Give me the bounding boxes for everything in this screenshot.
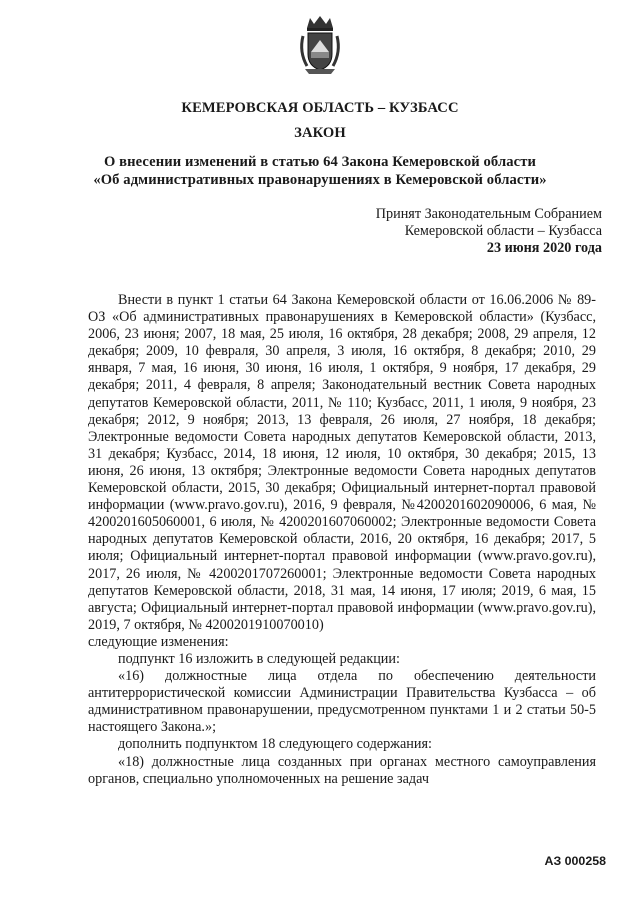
coat-of-arms-icon [297, 14, 343, 76]
law-body [88, 292, 596, 788]
document-serial-code: АЗ 000258 [544, 854, 606, 868]
body-paragraph-3: «16) должностные лица отдела по обеспечению деятельности антитеррористической комиссии Администрации Правительства Кузбасса – об административном правонарушении, предусмотренном пунктами 1 и 2 статьи 50-5 настоящего Закона.»; [88, 668, 596, 736]
law-title-line-2: «Об административных правонарушениях в Кемеровской области» [93, 172, 547, 188]
body-paragraph-1: Внести в пункт 1 статьи 64 Закона Кемеровской области от 16.06.2006 № 89-ОЗ «Об административных правонарушениях в Кемеровской области» (Кузбасс, 2006, 23 июня; 2007, 18 мая, 25 июля, 16 октября, 28 декабря; 2008, 29 апреля, 12 декабря; 2009, 10 февраля, 30 апреля, 3 июля, 16 октября, 8 декабря; 2010, 29 января, 7 мая, 16 июня, 30 июня, 16 июля, 1 октября, 9 ноября, 17 декабря, 29 декабря; 2011, 4 февраля, 8 апреля; Законодательный вестник Совета народных депутатов Кемеровской области, 2011, № 110; Кузбасс, 2011, 1 июля, 9 ноября, 23 декабря; 2012, 9 ноября; 2013, 13 февраля, 26 июля, 27 ноября, 18 декабря; Электронные ведомости Совета народных депутатов Кемеровской области, 2013, 31 декабря; Кузбасс, 2014, 18 июня, 12 июля, 10 октября, 30 декабря; 2015, 13 июня, 26 июня, 13 октября; Электронные ведомости Совета народных депутатов Кемеровской области, 2015, 30 декабря; Официальный интернет-портал правовой информации (www.pravo.gov.ru), 2016, 9 февраля, №4200201602090006, 6 мая, № 4200201605060001, 6 июля, № 4200201607060002; Электронные ведомости Совета народных депутатов Кемеровской области, 2016, 20 октября, 16 декабря; 2017, 5 июля; Официальный интернет-портал правовой информации (www.pravo.gov.ru), 2017, 26 июля, № 4200201707260001; Электронные ведомости Совета народных депутатов Кемеровской области, 2018, 31 мая, 14 июня, 17 июля; 2019, 6 мая, 15 августа; Официальный интернет-портал правовой информации (www.pravo.gov.ru), 2019, 7 октября, № 4200201910070010) [88, 292, 596, 633]
law-title [0, 153, 640, 189]
law-title-line-1: О внесении изменений в статью 64 Закона Кемеровской области [103, 154, 536, 170]
body-paragraph-5: «18) должностные лица созданных при органах местного самоуправления органов, специально уполномоченных на решение задач [88, 753, 596, 787]
adoption-block [376, 206, 602, 257]
adoption-date: 23 июня 2020 года [486, 240, 602, 256]
body-paragraph-1-end: следующие изменения: [88, 633, 229, 650]
document-type-heading: ЗАКОН [294, 125, 346, 141]
body-paragraph-2: подпункт 16 изложить в следующей редакции: [118, 650, 400, 667]
body-paragraph-4: дополнить подпунктом 18 следующего содержания: [118, 736, 432, 753]
adoption-line-2: Кемеровской области – Кузбасса [404, 223, 602, 239]
adoption-line-1: Принят Законодательным Собранием [375, 206, 602, 222]
region-heading: КЕМЕРОВСКАЯ ОБЛАСТЬ – КУЗБАСС [181, 100, 459, 116]
